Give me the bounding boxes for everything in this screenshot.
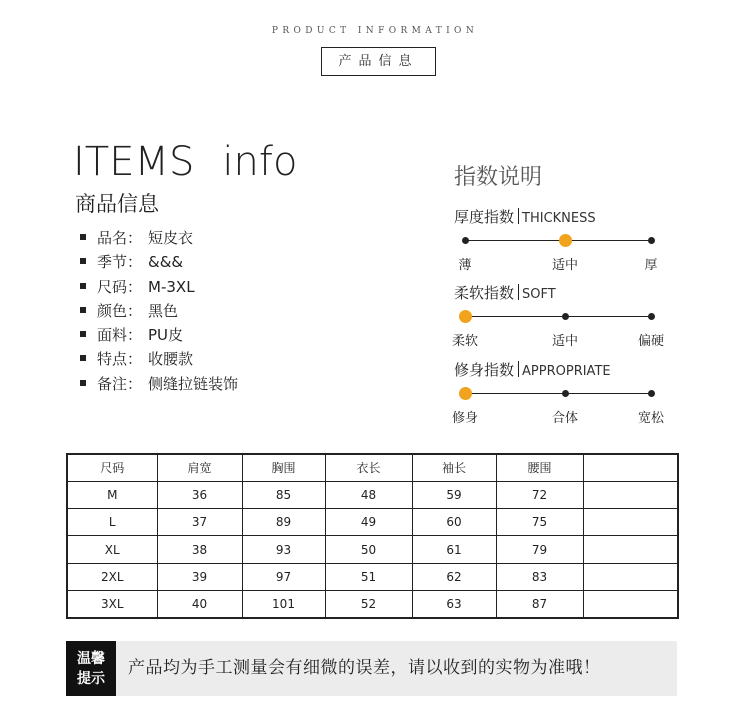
bullet-icon <box>80 331 86 337</box>
scale-point-selected <box>459 387 472 400</box>
table-cell: 61 <box>412 536 496 563</box>
table-cell: 87 <box>496 590 583 617</box>
table-cell: 40 <box>157 590 242 617</box>
spec-item <box>80 323 238 347</box>
table-cell: 62 <box>412 563 496 590</box>
scale-point-selected <box>559 234 572 247</box>
bullet-icon <box>80 380 86 386</box>
divider <box>518 208 519 224</box>
spec-label: 尺码： <box>97 277 143 296</box>
scale-label: 适中 <box>551 334 579 349</box>
spec-value: M-3XL <box>148 277 195 296</box>
table-cell: 38 <box>157 536 242 563</box>
notice-badge-line1: 温馨 <box>77 651 105 667</box>
spec-item <box>80 372 238 396</box>
table-row <box>67 509 678 536</box>
table-row <box>67 481 678 508</box>
bullet-icon <box>80 234 86 240</box>
table-header-cell: 尺码 <box>67 454 157 481</box>
table-cell: 50 <box>325 536 412 563</box>
scale-label: 偏硬 <box>637 334 665 349</box>
divider <box>518 284 519 300</box>
table-cell: 89 <box>242 509 325 536</box>
table-header-cell: 衣长 <box>325 454 412 481</box>
table-cell: 97 <box>242 563 325 590</box>
index-name <box>454 359 611 380</box>
table-header-cell: 腰围 <box>496 454 583 481</box>
scale-line <box>465 316 651 317</box>
table-cell <box>583 481 678 508</box>
table-cell: 72 <box>496 481 583 508</box>
items-title-b: info <box>222 139 298 185</box>
scale-point <box>562 390 569 397</box>
header-english-title: PRODUCT INFORMATION <box>271 26 479 36</box>
spec-value: 侧缝拉链装饰 <box>148 374 239 393</box>
spec-value: &&& <box>148 253 184 272</box>
spec-list <box>80 226 238 396</box>
scale-label: 合体 <box>551 411 579 426</box>
table-cell: 79 <box>496 536 583 563</box>
table-cell: M <box>67 481 157 508</box>
notice-badge-line2: 提示 <box>77 671 105 687</box>
bullet-icon <box>80 258 86 264</box>
table-header-cell: 肩宽 <box>157 454 242 481</box>
table-header-cell: 袖长 <box>412 454 496 481</box>
notice-badge <box>66 641 116 696</box>
table-cell: 52 <box>325 590 412 617</box>
spec-label: 面料： <box>97 326 143 345</box>
table-cell: 93 <box>242 536 325 563</box>
table-cell: 3XL <box>67 590 157 617</box>
spec-label: 季节： <box>97 253 143 272</box>
spec-item <box>80 299 238 323</box>
table-cell <box>583 563 678 590</box>
scale-point <box>648 313 655 320</box>
scale-point <box>462 237 469 244</box>
spec-item <box>80 275 238 299</box>
scale-point-selected <box>459 310 472 323</box>
table-row <box>67 590 678 617</box>
items-subtitle: 商品信息 <box>75 192 159 216</box>
scale-label: 宽松 <box>637 411 665 426</box>
table-header-cell: 胸围 <box>242 454 325 481</box>
table-cell: XL <box>67 536 157 563</box>
table-cell: 36 <box>157 481 242 508</box>
scale-label: 柔软 <box>451 334 479 349</box>
index-name <box>454 206 596 227</box>
table-cell: 59 <box>412 481 496 508</box>
items-title <box>73 139 298 185</box>
table-header-cell <box>583 454 678 481</box>
index-name-en: THICKNESS <box>522 211 596 226</box>
scale-label: 厚 <box>644 258 658 273</box>
table-cell: L <box>67 509 157 536</box>
spec-label: 品名： <box>97 229 143 247</box>
spec-value: 黑色 <box>148 301 179 320</box>
spec-label: 备注： <box>97 374 143 393</box>
scale-point <box>648 390 655 397</box>
size-table <box>66 453 679 619</box>
table-cell: 51 <box>325 563 412 590</box>
table-cell: 2XL <box>67 563 157 590</box>
scale-label: 适中 <box>551 258 579 273</box>
table-cell: 39 <box>157 563 242 590</box>
index-name-en: APPROPRIATE <box>522 364 611 379</box>
spec-label: 特点： <box>97 350 143 369</box>
table-cell: 83 <box>496 563 583 590</box>
scale-label: 薄 <box>458 258 472 273</box>
bullet-icon <box>80 355 86 361</box>
spec-item <box>80 250 238 274</box>
table-cell: 48 <box>325 481 412 508</box>
table-cell: 63 <box>412 590 496 617</box>
table-cell: 37 <box>157 509 242 536</box>
scale-line <box>465 393 651 394</box>
index-name-en: SOFT <box>522 287 556 302</box>
index-name-cn: 柔软指数 <box>454 284 515 302</box>
bullet-icon <box>80 307 86 313</box>
spec-value: PU皮 <box>148 326 184 345</box>
index-name <box>454 282 556 303</box>
spec-value: 短皮衣 <box>148 229 194 247</box>
bullet-icon <box>80 283 86 289</box>
notice-bar <box>66 641 677 696</box>
table-cell: 85 <box>242 481 325 508</box>
table-cell <box>583 509 678 536</box>
index-title: 指数说明 <box>454 165 543 190</box>
table-row <box>67 563 678 590</box>
table-row <box>67 536 678 563</box>
spec-item <box>80 347 238 371</box>
spec-value: 收腰款 <box>148 350 194 369</box>
table-cell: 75 <box>496 509 583 536</box>
table-cell: 101 <box>242 590 325 617</box>
notice-text: 产品均为手工测量会有细微的误差，请以收到的实物为准哦！ <box>128 658 601 678</box>
scale-point <box>562 313 569 320</box>
table-cell <box>583 536 678 563</box>
header-chinese-title: 产品信息 <box>321 47 436 76</box>
index-name-cn: 厚度指数 <box>454 208 515 226</box>
table-cell: 49 <box>325 509 412 536</box>
scale-label: 修身 <box>451 411 479 426</box>
table-cell: 60 <box>412 509 496 536</box>
spec-item <box>80 226 238 250</box>
table-header-row <box>67 454 678 481</box>
scale-point <box>648 237 655 244</box>
divider <box>518 361 519 377</box>
spec-label: 颜色： <box>97 301 143 320</box>
table-cell <box>583 590 678 617</box>
index-name-cn: 修身指数 <box>454 361 515 379</box>
items-title-a: ITEMS <box>73 139 195 185</box>
